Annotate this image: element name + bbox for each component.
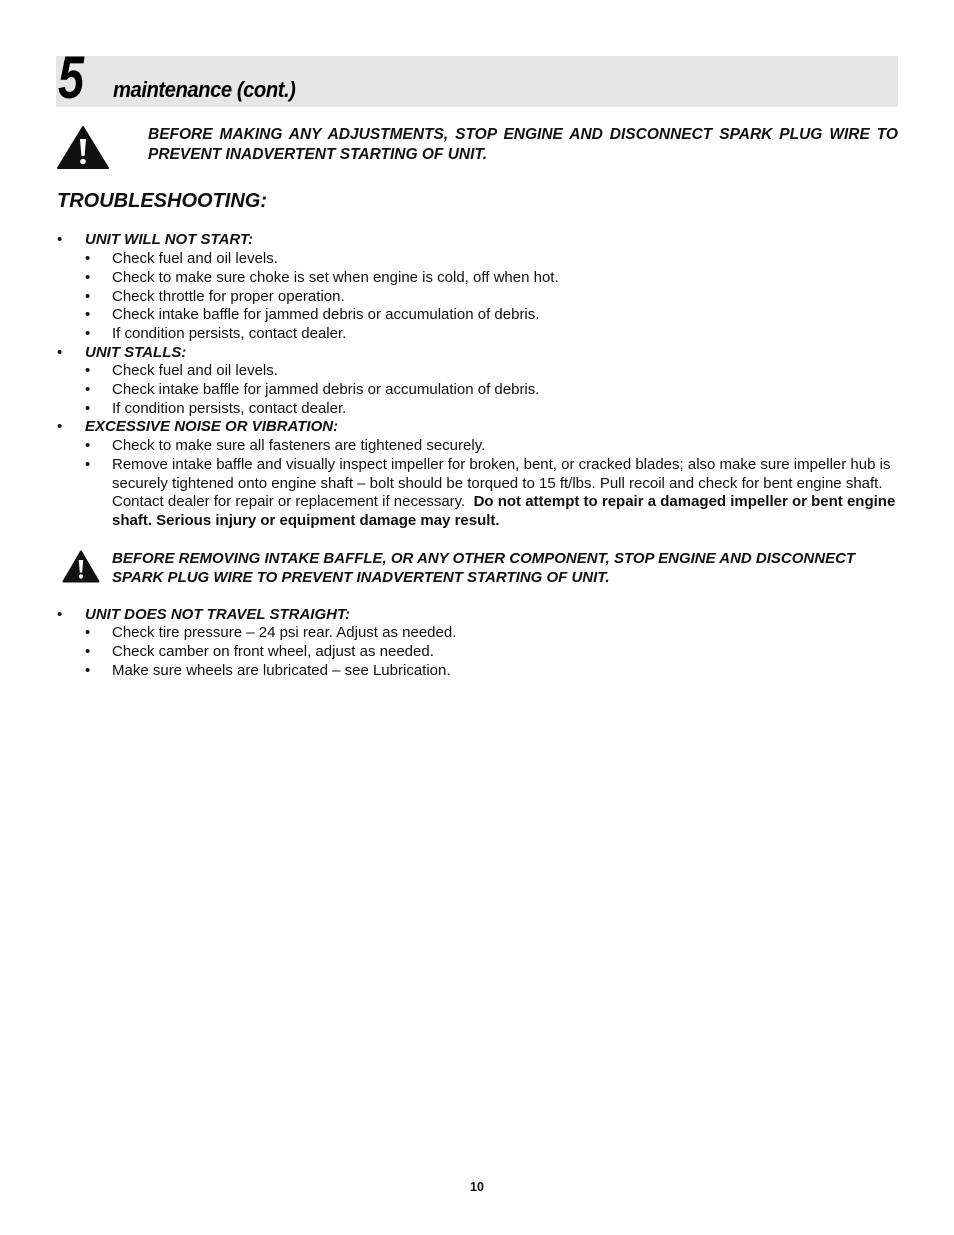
bullet: • [85, 437, 91, 454]
troubleshooting-heading: TROUBLESHOOTING: [57, 190, 267, 212]
list-item: Check intake baffle for jammed debris or accumulation of debris. [112, 306, 540, 323]
list-item: Check fuel and oil levels. [112, 362, 278, 379]
bullet: • [85, 325, 91, 342]
bullet: • [85, 306, 91, 323]
category-title: UNIT WILL NOT START: [85, 231, 254, 248]
list-item: Check camber on front wheel, adjust as needed. [112, 643, 434, 660]
bullet: • [85, 456, 91, 473]
bullet: • [57, 418, 63, 435]
list-item: Check throttle for proper operation. [112, 288, 345, 305]
bullet: • [57, 344, 63, 361]
warning-triangle-icon [62, 550, 100, 583]
page-number: 10 [470, 1180, 484, 1194]
impeller-warning-bold: Do not attempt to repair a damaged impeller or bent engine shaft. Serious injury or equipment damage may result. [112, 493, 896, 530]
category-title: UNIT STALLS: [85, 344, 187, 361]
list-item: Check fuel and oil levels. [112, 250, 278, 267]
bullet: • [57, 606, 63, 623]
warning-triangle-icon [56, 125, 110, 170]
bullet: • [85, 269, 91, 286]
category-title: EXCESSIVE NOISE OR VIBRATION: [85, 418, 339, 435]
list-item: If condition persists, contact dealer. [112, 325, 347, 342]
bullet: • [85, 662, 91, 679]
category-title: UNIT DOES NOT TRAVEL STRAIGHT: [85, 606, 350, 623]
bullet: • [85, 381, 91, 398]
impeller-inspection-item [112, 456, 902, 531]
section-number: 5 [58, 44, 85, 111]
bullet: • [85, 288, 91, 305]
list-item: Check tire pressure – 24 psi rear. Adjust as needed. [112, 624, 457, 641]
list-item: Make sure wheels are lubricated – see Lubrication. [112, 662, 451, 679]
bullet: • [57, 231, 63, 248]
bullet: • [85, 250, 91, 267]
impeller-inspection-text: Remove intake baffle and visually inspect impeller for broken, bent, or cracked blades; also make sure impeller hub is securely tightened onto engine shaft – bolt should be torqued to 15 ft/lbs. Pull recoil and check for bent engine shaft. Contact dealer for repair or replacement if necessary. [112, 456, 891, 511]
bullet: • [85, 400, 91, 417]
list-item: Check intake baffle for jammed debris or accumulation of debris. [112, 381, 540, 398]
section-title: maintenance (cont.) [113, 77, 296, 102]
bullet: • [85, 362, 91, 379]
bullet: • [85, 624, 91, 641]
list-item: Check to make sure all fasteners are tightened securely. [112, 437, 486, 454]
warning-top-text: BEFORE MAKING ANY ADJUSTMENTS, STOP ENGINE AND DISCONNECT SPARK PLUG WIRE TO PREVENT INADVERTENT STARTING OF UNIT. [148, 126, 898, 163]
list-item: If condition persists, contact dealer. [112, 400, 347, 417]
list-item: Check to make sure choke is set when engine is cold, off when hot. [112, 269, 559, 286]
warning-middle-text: BEFORE REMOVING INTAKE BAFFLE, OR ANY OTHER COMPONENT, STOP ENGINE AND DISCONNECT SPARK PLUG WIRE TO PREVENT INADVERTENT STARTING OF UNIT. [112, 550, 856, 586]
bullet: • [85, 643, 91, 660]
